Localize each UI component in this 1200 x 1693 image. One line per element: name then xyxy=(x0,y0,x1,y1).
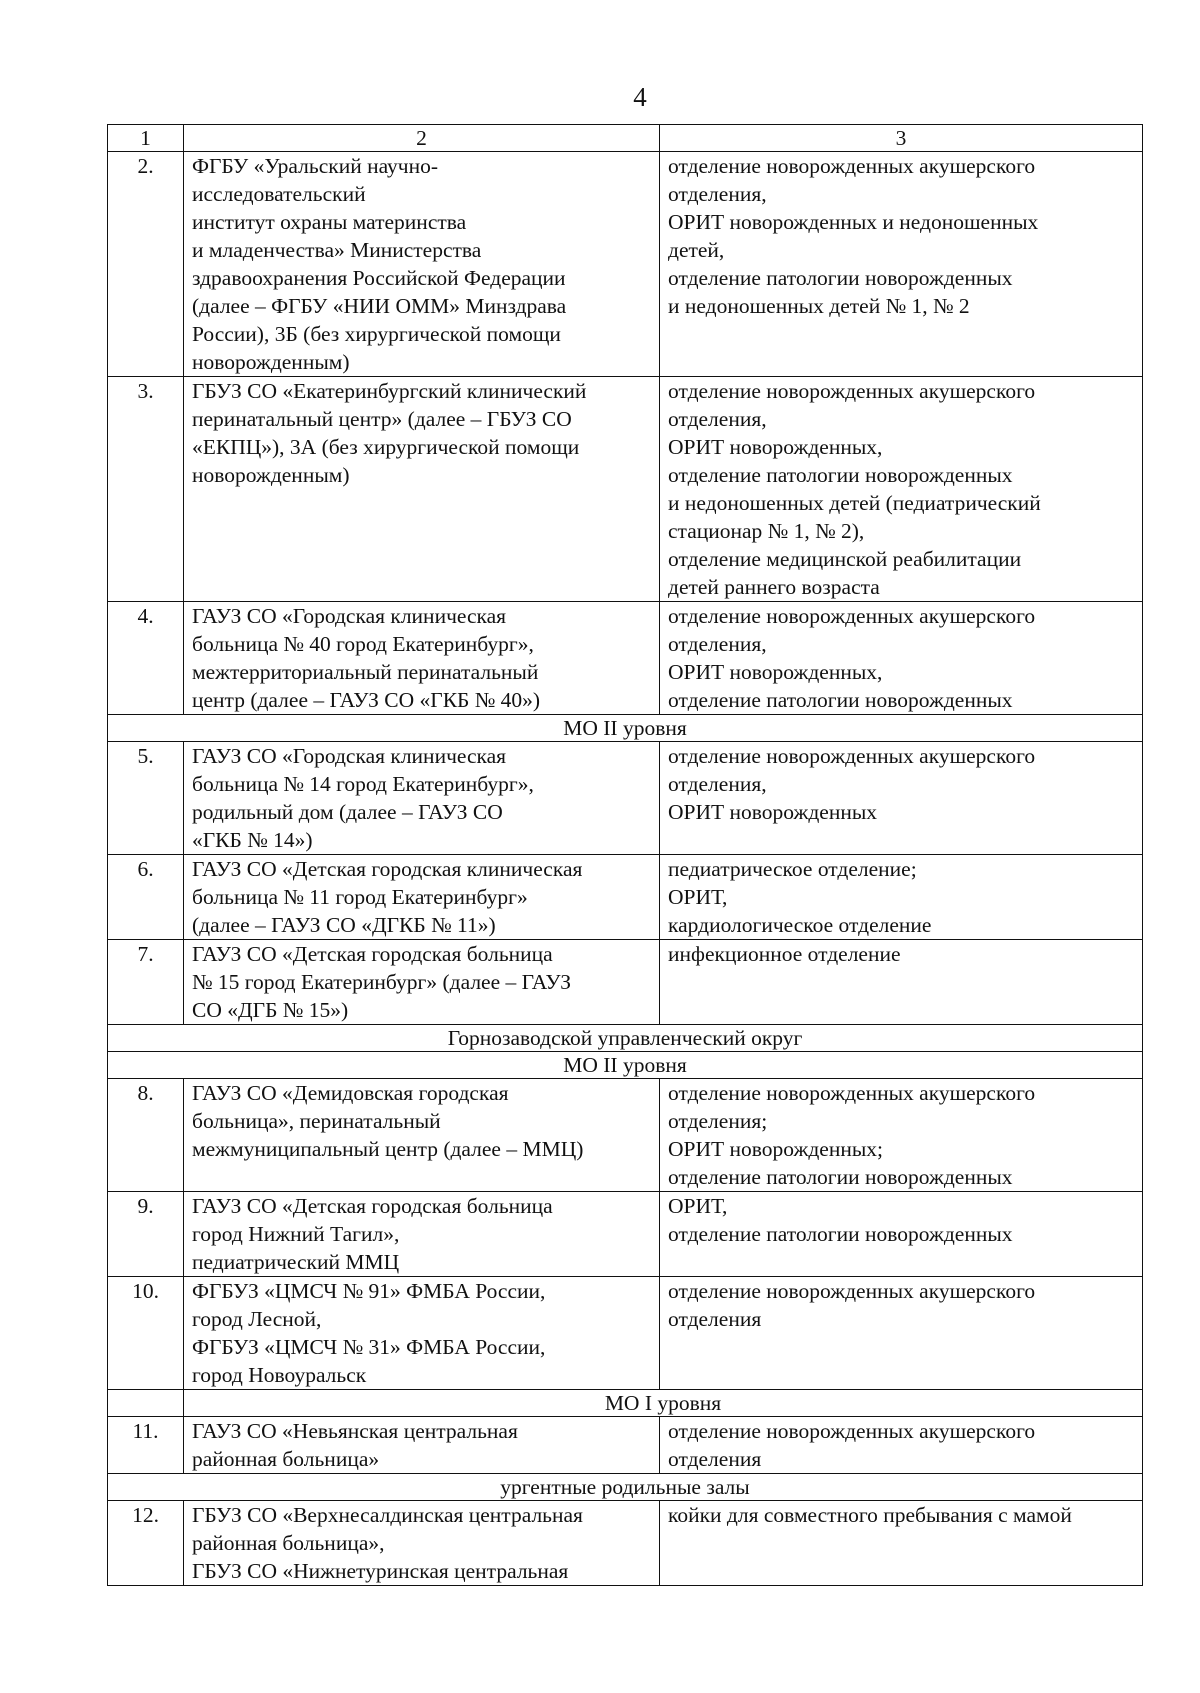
departments-list: инфекционное отделение xyxy=(660,940,1143,1025)
page-number: 4 xyxy=(633,82,647,112)
table-row xyxy=(108,742,1143,855)
row-number: 3. xyxy=(108,377,184,602)
row-number: 6. xyxy=(108,855,184,940)
section-row xyxy=(108,1390,1143,1417)
row-number: 4. xyxy=(108,602,184,715)
row-number: 10. xyxy=(108,1277,184,1390)
table-row xyxy=(108,1277,1143,1390)
facilities-table xyxy=(107,124,1143,1586)
section-title: МО I уровня xyxy=(184,1390,1143,1417)
row-number: 12. xyxy=(108,1501,184,1586)
table-row xyxy=(108,1501,1143,1586)
table-body xyxy=(108,125,1143,1586)
table-row xyxy=(108,1079,1143,1192)
section-row xyxy=(108,1052,1143,1079)
institution-name: ФГБУЗ «ЦМСЧ № 91» ФМБА России, город Лесной, ФГБУЗ «ЦМСЧ № 31» ФМБА России, город Новоуральск xyxy=(184,1277,660,1390)
section-row xyxy=(108,1474,1143,1501)
institution-name: ГАУЗ СО «Детская городская клиническая больница № 11 город Екатеринбург» (далее – ГАУЗ СО «ДГКБ № 11») xyxy=(184,855,660,940)
table-row xyxy=(108,1192,1143,1277)
section-title: ургентные родильные залы xyxy=(108,1474,1143,1501)
departments-list: отделение новорожденных акушерского отделения xyxy=(660,1277,1143,1390)
institution-name: ГАУЗ СО «Городская клиническая больница № 40 город Екатеринбург», межтерриториальный перинатальный центр (далее – ГАУЗ СО «ГКБ № 40») xyxy=(184,602,660,715)
table-row xyxy=(108,940,1143,1025)
institution-name: ГАУЗ СО «Детская городская больница город Нижний Тагил», педиатрический ММЦ xyxy=(184,1192,660,1277)
departments-list: отделение новорожденных акушерского отделения, ОРИТ новорожденных, отделение патологии новорожденных xyxy=(660,602,1143,715)
row-number: 11. xyxy=(108,1417,184,1474)
header-col-2: 2 xyxy=(184,125,660,152)
departments-list: отделение новорожденных акушерского отделения xyxy=(660,1417,1143,1474)
institution-name: ГАУЗ СО «Невьянская центральная районная больница» xyxy=(184,1417,660,1474)
departments-list: отделение новорожденных акушерского отделения, ОРИТ новорожденных xyxy=(660,742,1143,855)
institution-name: ГБУЗ СО «Верхнесалдинская центральная районная больница», ГБУЗ СО «Нижнетуринская центральная xyxy=(184,1501,660,1586)
departments-list: койки для совместного пребывания с мамой xyxy=(660,1501,1143,1586)
institution-name: ФГБУ «Уральский научно- исследовательский институт охраны материнства и младенчества» Министерства здравоохранения Российской Федерации (далее – ФГБУ «НИИ ОММ» Минздрава России), 3Б (без хирургической помощи новорожденным) xyxy=(184,152,660,377)
row-number: 8. xyxy=(108,1079,184,1192)
table-row xyxy=(108,855,1143,940)
table-row xyxy=(108,602,1143,715)
header-col-3: 3 xyxy=(660,125,1143,152)
section-empty-cell xyxy=(108,1390,184,1417)
section-title: МО II уровня xyxy=(108,1052,1143,1079)
section-row xyxy=(108,1025,1143,1052)
section-row xyxy=(108,715,1143,742)
table-header-row xyxy=(108,125,1143,152)
table-row xyxy=(108,377,1143,602)
departments-list: педиатрическое отделение; ОРИТ, кардиологическое отделение xyxy=(660,855,1143,940)
table-row xyxy=(108,152,1143,377)
row-number: 5. xyxy=(108,742,184,855)
departments-list: отделение новорожденных акушерского отделения, ОРИТ новорожденных и недоношенных детей, отделение патологии новорожденных и недоношенных детей № 1, № 2 xyxy=(660,152,1143,377)
row-number: 9. xyxy=(108,1192,184,1277)
institution-name: ГАУЗ СО «Детская городская больница № 15 город Екатеринбург» (далее – ГАУЗ СО «ДГБ № 15») xyxy=(184,940,660,1025)
institution-name: ГАУЗ СО «Демидовская городская больница», перинатальный межмуниципальный центр (далее – ММЦ) xyxy=(184,1079,660,1192)
header-col-1: 1 xyxy=(108,125,184,152)
row-number: 7. xyxy=(108,940,184,1025)
departments-list: отделение новорожденных акушерского отделения; ОРИТ новорожденных; отделение патологии новорожденных xyxy=(660,1079,1143,1192)
departments-list: ОРИТ, отделение патологии новорожденных xyxy=(660,1192,1143,1277)
institution-name: ГАУЗ СО «Городская клиническая больница № 14 город Екатеринбург», родильный дом (далее – ГАУЗ СО «ГКБ № 14») xyxy=(184,742,660,855)
section-title: МО II уровня xyxy=(108,715,1143,742)
table-row xyxy=(108,1417,1143,1474)
institution-name: ГБУЗ СО «Екатеринбургский клинический перинатальный центр» (далее – ГБУЗ СО «ЕКПЦ»), 3А (без хирургической помощи новорожденным) xyxy=(184,377,660,602)
section-title: Горнозаводской управленческий округ xyxy=(108,1025,1143,1052)
departments-list: отделение новорожденных акушерского отделения, ОРИТ новорожденных, отделение патологии новорожденных и недоношенных детей (педиатрический стационар № 1, № 2), отделение медицинской реабилитации детей раннего возраста xyxy=(660,377,1143,602)
row-number: 2. xyxy=(108,152,184,377)
